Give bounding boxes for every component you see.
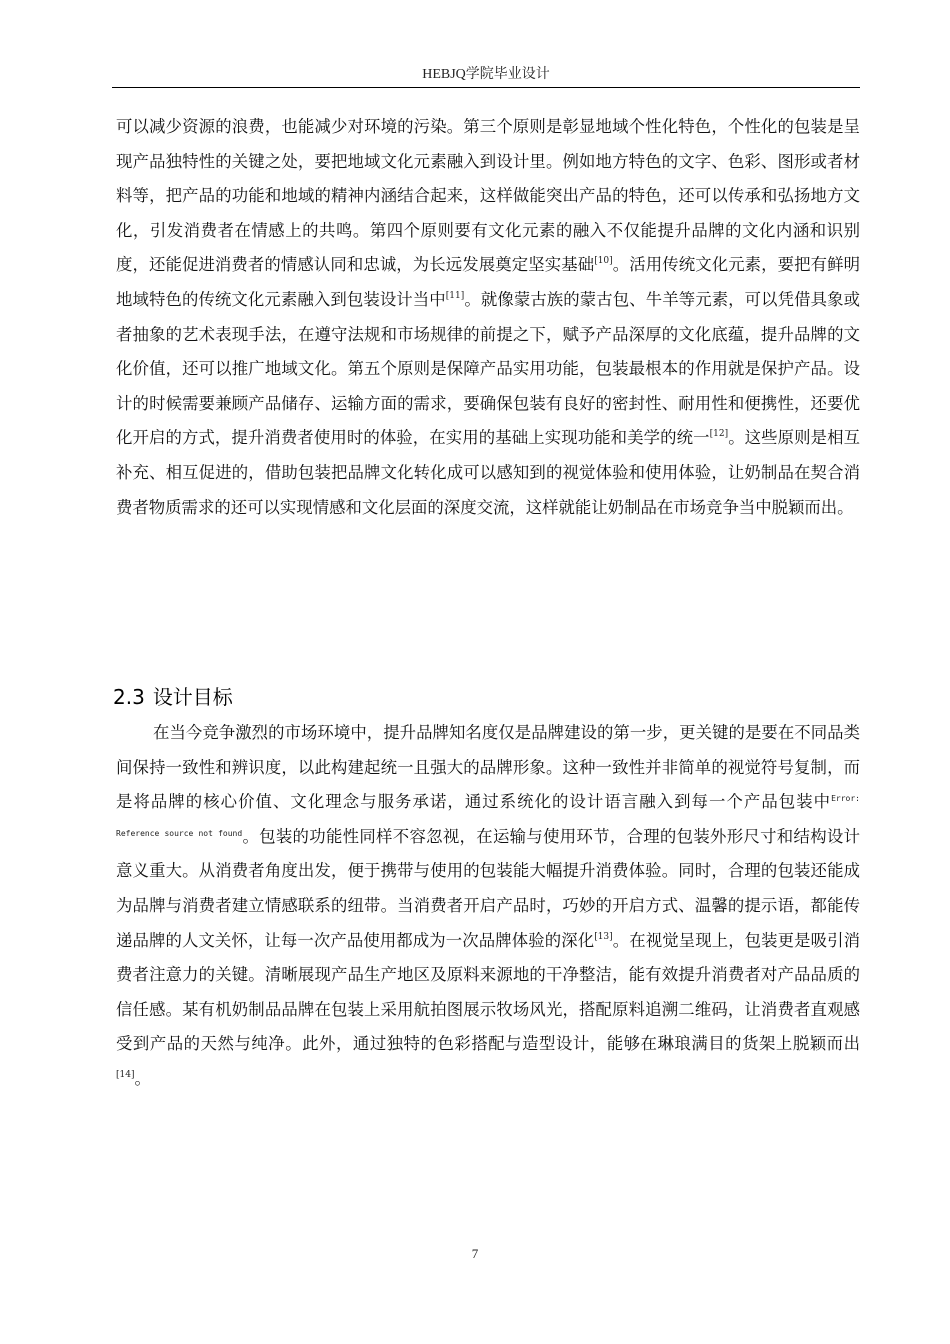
section-title: 设计目标 (152, 685, 233, 709)
citation-ref: [13] (594, 931, 613, 942)
running-header: HEBJQ学院毕业设计 (422, 67, 550, 82)
citation-ref: [10] (594, 256, 613, 267)
citation-ref: [12] (709, 429, 729, 440)
paragraph-text: 可以减少资源的浪费，也能减少对环境的污染。第三个原则是彰显地域个性化特色，个性化的包装是呈现产品独特性的关键之处，要把地域文化元素融入到设计里。例如地方特色的文字、色彩、图形或者材料等，把产品的功能和地域的精神内涵结合起来，这样做能突出产品的特色，还可以传承和弘扬地方文化，引发消费者在情感上的共鸣。第四个原则要有文化元素的融入不仅能提升品牌的文化内涵和识别度，还能促进消费者的情感认同和忠诚，为长远发展奠定坚实基础 (116, 117, 860, 275)
paragraph-text: 。这些原则是相互补充、相互促进的，借助包装把品牌文化转化成可以感知到的视觉体验和使用体验，让奶制品在契合消费者物质需求的还可以实现情感和文化层面的深度交流，这样就能让奶制品在市场竞争当中脱颖而出。 (116, 428, 861, 517)
reference-error-text: Error: Reference source not found (116, 794, 860, 838)
body-paragraph-1 (116, 110, 860, 525)
paragraph-text: 。在视觉呈现上，包装更是吸引消费者注意力的关键。清晰展现产品生产地区及原料来源地的干净整洁，能有效提升消费者对产品品质的信任感。某有机奶制品品牌在包装上采用航拍图展示牧场风光，搭配原料追溯二维码，让消费者直观感受到产品的天然与纯净。此外，通过独特的色彩搭配与造型设计，能够在琳琅满目的货架上脱颖而出 (116, 930, 861, 1054)
citation-ref: [11] (445, 290, 465, 301)
header-divider (112, 87, 860, 88)
page-number: 7 (471, 1246, 479, 1261)
paragraph-text: 。 (134, 1068, 151, 1088)
section-heading (113, 684, 233, 710)
citation-ref: [14] (116, 1069, 135, 1080)
paragraph-text: 。包装的功能性同样不容忽视，在运输与使用环节，合理的包装外形尺寸和结构设计意义重大。从消费者角度出发，便于携带与使用的包装能大幅提升消费体验。同时，合理的包装还能成为品牌与消费者建立情感联系的纽带。当消费者开启产品时，巧妙的开启方式、温馨的提示语，都能传递品牌的人文关怀，让每一次产品使用都成为一次品牌体验的深化 (116, 826, 860, 950)
section-number: 2.3 (113, 685, 145, 709)
paragraph-text: 。就像蒙古族的蒙古包、牛羊等元素，可以凭借具象或者抽象的艺术表现手法，在遵守法规和市场规律的前提之下，赋予产品深厚的文化底蕴，提升品牌的文化价值，还可以推广地域文化。第五个原则是保障产品实用功能，包装最根本的作用就是保护产品。设计的时候需要兼顾产品储存、运输方面的需求，要确保包装有良好的密封性、耐用性和便携性，还要优化开启的方式，提升消费者使用时的体验，在实用的基础上实现功能和美学的统一 (116, 289, 861, 448)
paragraph-text: 在当今竞争激烈的市场环境中，提升品牌知名度仅是品牌建设的第一步，更关键的是要在不同品类间保持一致性和辨识度，以此构建起统一且强大的品牌形象。这种一致性并非简单的视觉符号复制，而是将品牌的核心价值、文化理念与服务承诺，通过系统化的设计语言融入到每一个产品包装中 (116, 723, 860, 812)
paragraph-text: 。活用传统文化元素，要把有鲜明地域特色的传统文化元素融入到包装设计当中 (116, 255, 861, 309)
body-paragraph-2 (116, 716, 860, 1097)
